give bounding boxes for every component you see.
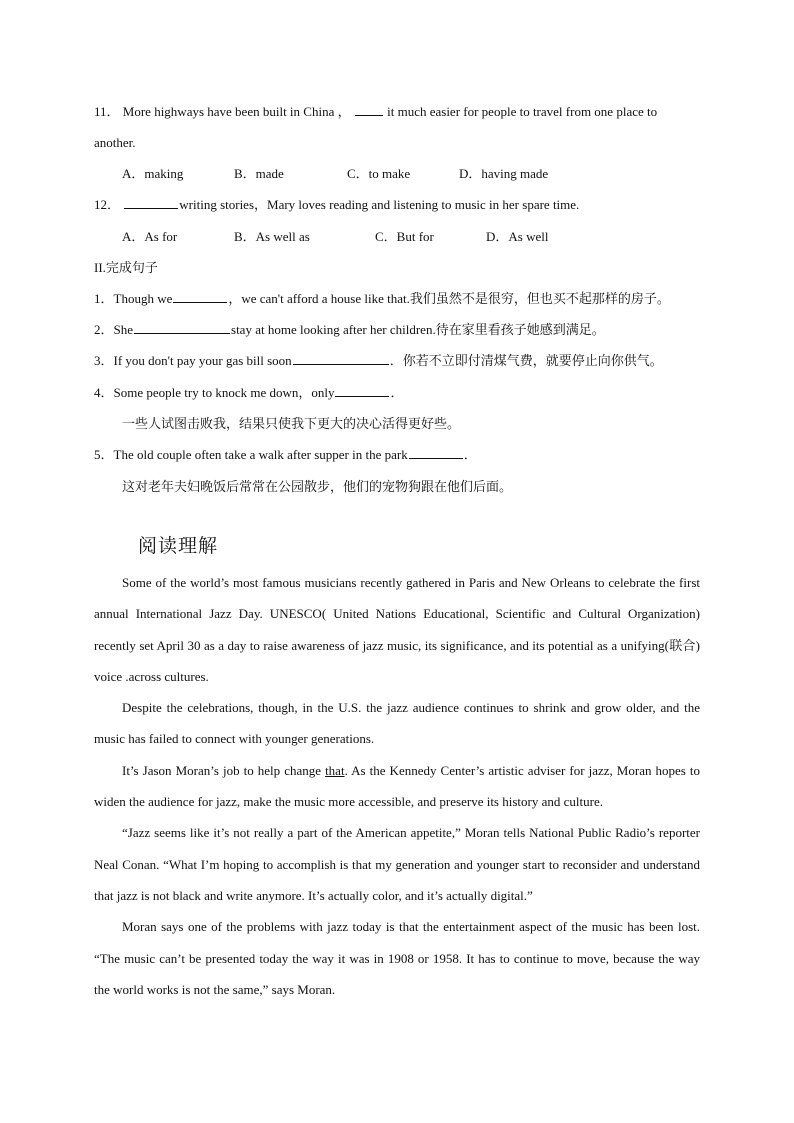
item-translation: stay at home looking after her children.待在家里看孩子她感到满足。 [231,322,605,337]
passage-paragraph-2: Despite the celebrations, though, in the U.S. the jazz audience continues to shrink and grow older, and the music has failed to connect with younger generations. [94,700,700,747]
answer-blank[interactable] [335,384,389,397]
item-end: ． [463,447,477,462]
answer-blank[interactable] [134,321,230,334]
paragraph-text: It’s Jason Moran’s job to help change [122,762,326,778]
sentence-item-1 [94,290,700,308]
passage-paragraph-4: “Jazz seems like it’s not really a part of the American appetite,” Moran tells National Public Radio’s reporter Neal Conan. “What I’m hoping to accomplish is that my generation and younger start to reconsider and understand that jazz is not black and write anymore. It’s actually color, and it’s actually digital.” [94,825,700,903]
section-title: II.完成句子 [94,260,158,275]
question-stem: More highways have been built in China ， [122,104,351,119]
sentence-item-2 [94,321,700,339]
passage-paragraph-3 [94,755,700,818]
item-prompt: 1．Though we [94,291,173,306]
question-stem: it much easier for people to travel from one place to [387,104,658,119]
answer-blank[interactable] [355,103,383,116]
question-number: 12． [94,197,121,212]
question-11-continued: another. [94,135,136,150]
passage-paragraph-1: Some of the world’s most famous musicians recently gathered in Paris and New Orleans to celebrate the first annual International Jazz Day. UNESCO( United Nations Educational, Scientific and Cultural Organization) recently set April 30 as a day to raise awareness of jazz music, its significance, and its potential as a unifying(联合) voice .across cultures. [94,575,700,684]
answer-blank[interactable] [173,290,227,303]
sentence-item-4 [94,384,700,402]
item-prompt: 4．Some people try to knock me down，only [94,385,335,400]
sentence-item-4-translation: 一些人试图击败我，结果只使我下更大的决心活得更好些。 [122,416,461,431]
sentence-item-5-translation: 这对老年夫妇晚饭后常常在公园散步，他们的宠物狗跟在他们后面。 [122,479,513,494]
option-b: B．As well as [234,229,310,244]
paragraph-text: . As the Kennedy Center’s artistic adviser for jazz, Moran hopes to widen the audience for jazz, make the music more accessible, and preserve its history and culture. [94,762,700,810]
reading-passage [94,567,700,1005]
option-c: C．But for [375,229,434,244]
item-end: ． [390,385,404,400]
item-prompt: 2．She [94,322,134,337]
sentence-item-5 [94,446,700,464]
option-a: A．As for [122,229,178,244]
option-b: B．made [234,166,284,181]
option-a: A．making [122,166,184,181]
underlined-word: that [325,762,345,778]
item-prompt: 3．If you don't pay your gas bill soon [94,353,292,368]
reading-heading: 阅读理解 [138,536,219,557]
option-c: C．to make [347,166,411,181]
item-translation: ．你若不立即付清煤气费，就要停止向你供气。 [389,353,663,368]
sentence-item-3 [94,352,700,370]
option-d: D．having made [459,166,549,181]
answer-blank[interactable] [409,446,463,459]
question-number: 11． [94,104,120,119]
option-d: D．As well [486,229,549,244]
question-12 [94,196,700,214]
answer-blank[interactable] [293,352,389,365]
item-prompt: 5．The old couple often take a walk after supper in the park [94,447,408,462]
question-stem: writing stories，Mary loves reading and listening to music in her spare time. [179,197,580,212]
question-11 [94,103,700,121]
answer-blank[interactable] [124,196,178,209]
item-translation: ，we can't afford a house like that.我们虽然不是很穷，但也买不起那样的房子。 [228,291,670,306]
passage-paragraph-5: Moran says one of the problems with jazz today is that the entertainment aspect of the music has been lost. “The music can’t be presented today the way it was in 1908 or 1958. It has to continue to move, because the way the world works is not the same,” says Moran. [94,919,700,997]
